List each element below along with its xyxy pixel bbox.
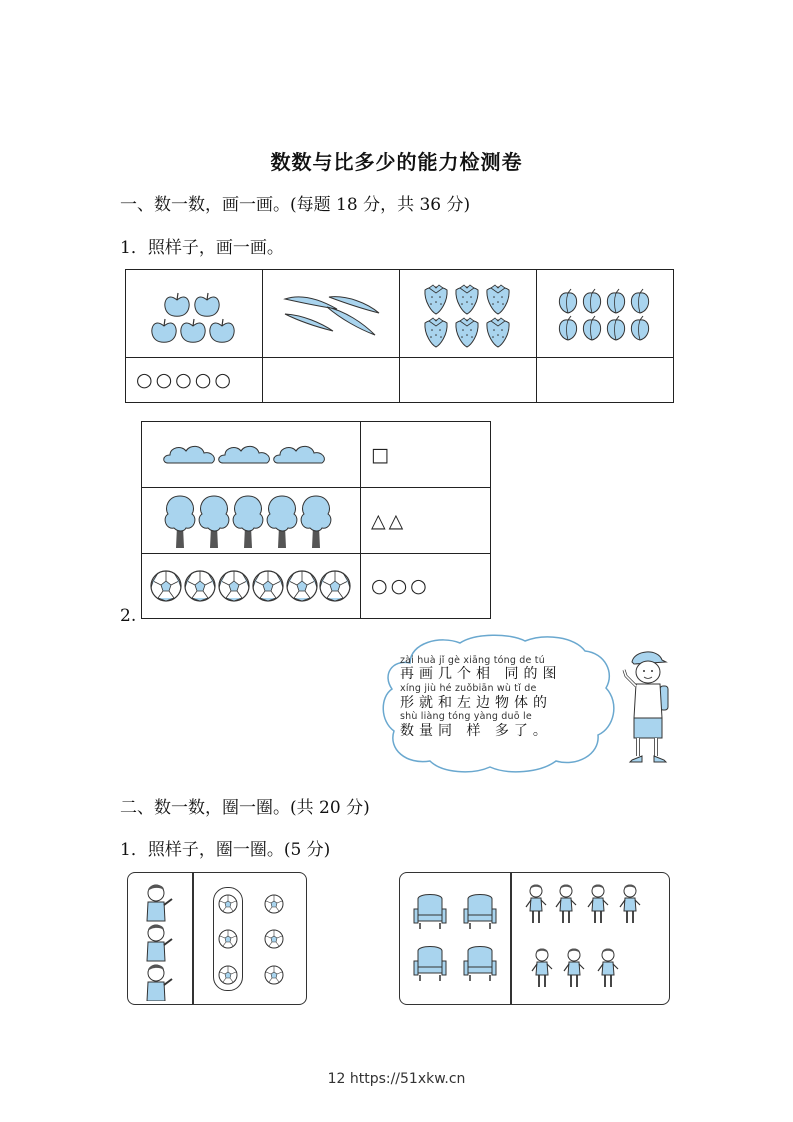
q1-cell-cucumbers — [263, 270, 400, 358]
bubble-pinyin-3: shù liàng tóng yàng duō le — [400, 711, 532, 723]
q2-symbols-triangles: △△ — [361, 488, 491, 554]
children-icon — [518, 879, 668, 999]
q2-label: 2. — [120, 606, 137, 626]
panel-divider — [510, 873, 512, 1004]
apple-icon — [126, 271, 262, 357]
q2-symbols-squares: □ — [361, 422, 491, 488]
q2-cell-clouds — [142, 422, 361, 488]
q1-table — [125, 269, 674, 403]
ball-icon — [214, 887, 294, 991]
speech-bubble — [380, 633, 620, 775]
bubble-pinyin-1: zài huà jǐ gè xiāng tóng de tú — [400, 655, 545, 666]
bubble-text-2: 形就和左边物体的 — [400, 694, 552, 711]
boy-icon — [622, 648, 672, 766]
page-footer: 12 https://51xkw.cn — [327, 1071, 466, 1087]
q2-symbols-circles: ○○○ — [361, 554, 491, 619]
q1-answer-blank[interactable] — [400, 358, 537, 403]
bubble-text-1: 再画几个相 同的图 — [400, 666, 562, 683]
bubble-text-3: 数量同 样 多了。 — [400, 722, 552, 739]
right-panel — [399, 872, 670, 1005]
q1-cell-apples — [126, 270, 263, 358]
q1-cell-peaches — [537, 270, 674, 358]
q2-cell-trees — [142, 488, 361, 554]
panel-divider — [192, 873, 194, 1004]
q1-label: 1．照样子，画一画。 — [120, 238, 284, 258]
left-panel — [127, 872, 307, 1005]
q1-cell-strawberries — [400, 270, 537, 358]
bubble-pinyin-2: xíng jiù hé zuǒbiān wù tǐ de — [400, 683, 537, 695]
q2-cell-footballs — [142, 554, 361, 619]
page-title: 数数与比多少的能力检测卷 — [270, 150, 523, 174]
q1-answer-blank[interactable] — [537, 358, 674, 403]
q1-answer-blank[interactable] — [263, 358, 400, 403]
s2-q1-label: 1．照样子，圈一圈。(5 分) — [120, 840, 331, 860]
q1-answer-sample: ○○○○○ — [126, 358, 263, 403]
strawberry-icon — [400, 271, 536, 357]
chair-icon — [406, 889, 506, 993]
child-icon — [142, 879, 186, 1001]
section2-heading: 二、数一数，圈一圈。(共 20 分) — [120, 798, 370, 818]
football-icon — [142, 555, 360, 617]
peach-icon — [537, 271, 673, 357]
cloud-icon — [142, 424, 360, 486]
cucumber-icon — [263, 271, 399, 357]
section1-heading: 一、数一数，画一画。(每题 18 分，共 36 分) — [120, 195, 471, 215]
q2-table — [141, 421, 491, 619]
tree-icon — [142, 490, 360, 552]
